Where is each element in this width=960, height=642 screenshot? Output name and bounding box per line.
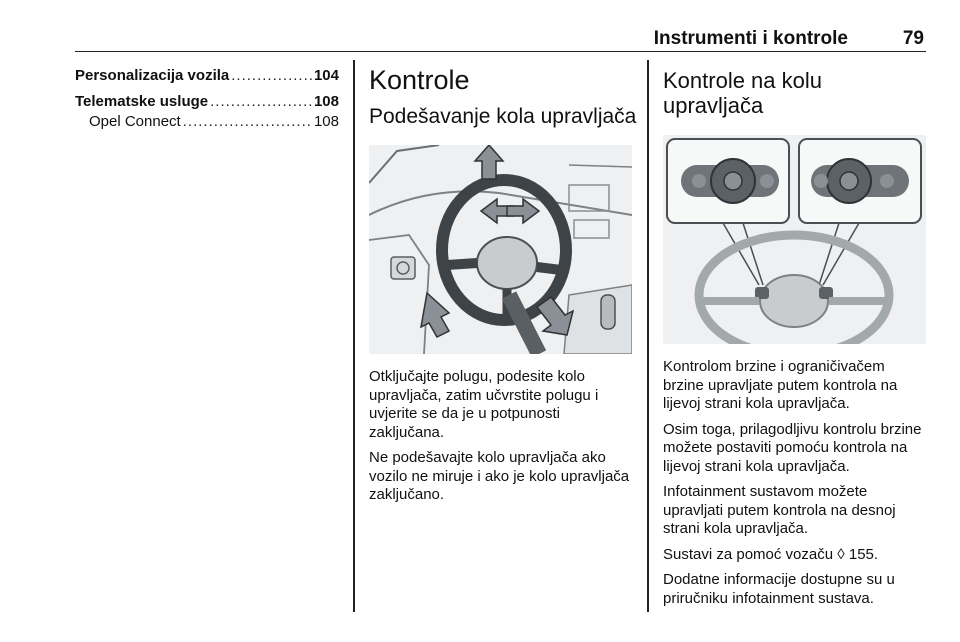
header-title: Instrumenti i kontrole xyxy=(653,28,848,49)
column-divider-1 xyxy=(353,60,355,612)
cross-reference-page[interactable]: 155. xyxy=(848,545,879,563)
table-of-contents xyxy=(75,66,339,138)
page-header xyxy=(75,28,926,52)
toc-entry-page: 108 xyxy=(313,113,339,130)
body-paragraph: Osim toga, prilagodljivu kontrolu brzine možete postaviti pomoću kontrola na lijevoj strani kola upravljača. xyxy=(663,420,922,475)
body-paragraph: Ne podešavajte kolo upravljača ako vozilo ne miruje i ako je kolo upravljača zaključano. xyxy=(369,449,630,503)
column-divider-2 xyxy=(647,60,649,612)
page-number: 79 xyxy=(902,28,924,49)
steering-wheel-adjust-figure xyxy=(369,145,632,354)
toc-leader-dots xyxy=(231,66,312,85)
body-paragraph: Dodatne informacije dostupne su u priručniku infotainment sustava. xyxy=(663,571,895,607)
toc-leader-dots xyxy=(183,112,312,131)
column-steering-controls xyxy=(663,64,928,615)
cross-reference-paragraph xyxy=(663,546,928,565)
toc-entry-label: Personalizacija vozila xyxy=(75,67,230,84)
column-steering-adjust xyxy=(369,64,637,512)
toc-entry-label: Telematske usluge xyxy=(75,93,209,110)
cross-reference-icon: ◊ xyxy=(837,545,845,563)
cross-reference-text: Sustavi za pomoć vozaču xyxy=(663,545,834,563)
body-paragraph: Infotainment sustavom možete upravljati putem kontrola na desnoj strani kola upravljača. xyxy=(663,483,896,537)
toc-subentry[interactable] xyxy=(75,112,339,131)
steering-controls-illustration xyxy=(663,135,926,344)
toc-entry[interactable] xyxy=(75,92,339,111)
subsection-title: Podešavanje kola upravljača xyxy=(369,105,637,128)
toc-entry-page: 108 xyxy=(313,93,339,110)
steering-adjust-illustration xyxy=(369,145,632,354)
toc-entry-label: Opel Connect xyxy=(89,113,181,130)
steering-controls-figure xyxy=(663,135,926,344)
toc-entry[interactable] xyxy=(75,66,339,85)
subsection-title: Kontrole na kolu upravljača xyxy=(663,68,822,118)
toc-entry-page: 104 xyxy=(313,67,339,84)
body-paragraph: Kontrolom brzine i ograničivačem brzine upravljate putem kontrola na lijevoj strani kola upravljača. xyxy=(663,358,898,412)
toc-leader-dots xyxy=(210,92,312,111)
section-title: Kontrole xyxy=(369,65,470,95)
body-paragraph: Otključajte polugu, podesite kolo upravljača, zatim učvrstite polugu i uvjerite se da je u potpunosti zaključana. xyxy=(369,368,599,441)
